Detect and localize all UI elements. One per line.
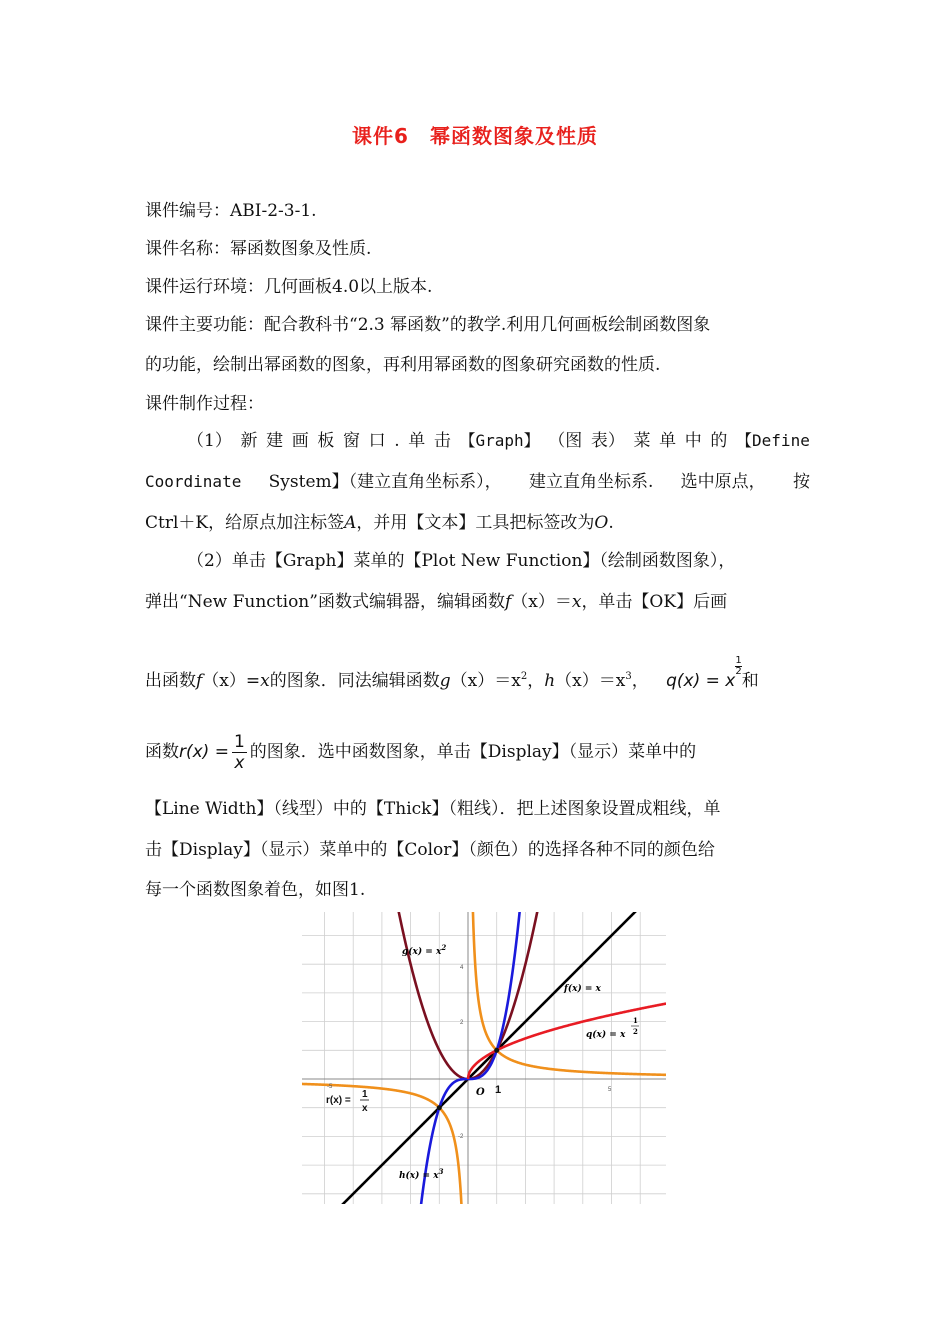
point-neg1-neg1 [437,1105,442,1110]
step2-line-e: 【Line Width】（线型）中的【Thick】（粗线）．把上述图象设置成粗线，单 [145,799,721,819]
tick-y-2: 2 [460,1020,464,1026]
curve-q [468,1003,666,1079]
step2-line-d: 函数r(x) = $\frac{1}{x}$ 的图象．选中函数图象，单击【Display】（显示）菜单中的 [145,732,697,773]
environment-line: 课件运行环境：几何画板4.0以上版本. [145,277,433,297]
step1-line-b: Coordinate System】（建立直角坐标系）， 建立直角坐标系. 选中原点， 按 [145,472,810,492]
step2-line-a: （2）单击【Graph】菜单的【Plot New Function】（绘制函数图象）， [187,551,736,571]
label-r-den: x [362,1103,368,1114]
label-q-den: 2 [633,1027,638,1036]
label-g: $g(x) = x^2$ [402,943,447,957]
page-title: 课件6 幂函数图象及性质 [352,124,598,148]
curve-f [324,912,655,1204]
course-id-line: 课件编号：ABⅠ-2-3-1. [145,201,317,221]
tick-x-neg5: -5 [327,1084,333,1090]
function-line: 课件主要功能：配合教科书“2.3 幂函数”的教学.利用几何画板绘制函数图象 [145,315,711,335]
tick-y-neg2: -2 [458,1134,464,1140]
label-origin: O [476,1087,485,1098]
step1-line-c: Ctrl＋K，给原点加注标签A，并用【文本】工具把标签改为O. [145,513,614,533]
function-graph-figure [302,912,666,1204]
step2-line-f: 击【Display】（显示）菜单中的【Color】（颜色）的选择各种不同的颜色给 [145,840,715,860]
r-formula: r(x) = [179,742,229,762]
label-r: r(x) = [326,1095,351,1106]
step1-line-a: （1） 新 建 画 板 窗 口 . 单 击 【Graph】 （图 表） 菜 单 中 的 【Define [187,431,810,451]
step2-line-g: 每一个函数图象着色，如图1. [145,880,366,900]
label-one: 1 [495,1084,502,1096]
function-graph [302,912,666,1204]
label-q-num: 1 [633,1016,638,1025]
label-q: q(x) = x [586,1030,626,1040]
process-heading: 课件制作过程： [145,394,264,414]
course-name-line: 课件名称：幂函数图象及性质. [145,239,372,259]
label-r-num: 1 [362,1089,368,1100]
label-f: f(x) = x [564,984,601,994]
q-formula: q(x) = x [666,671,736,691]
tick-x-5: 5 [608,1087,612,1093]
function-line-cont: 的功能，绘制出幂函数的图象，再利用幂函数的图象研究函数的性质. [145,355,661,375]
step2-line-b: 弹出“New Function”函数式编辑器，编辑函数f（x）＝x，单击【OK】后画 [145,592,728,612]
step2-line-c: 出函数f（x）=x的图象．同法编辑函数$g(x)=x^2$，$h(x)=x^3$， q(x) = x $\frac{1}{2}$和 [145,655,759,691]
tick-y-4: 4 [460,965,464,971]
point-1-1 [494,1048,499,1053]
label-h: $h(x) = x^3$ [399,1167,444,1181]
